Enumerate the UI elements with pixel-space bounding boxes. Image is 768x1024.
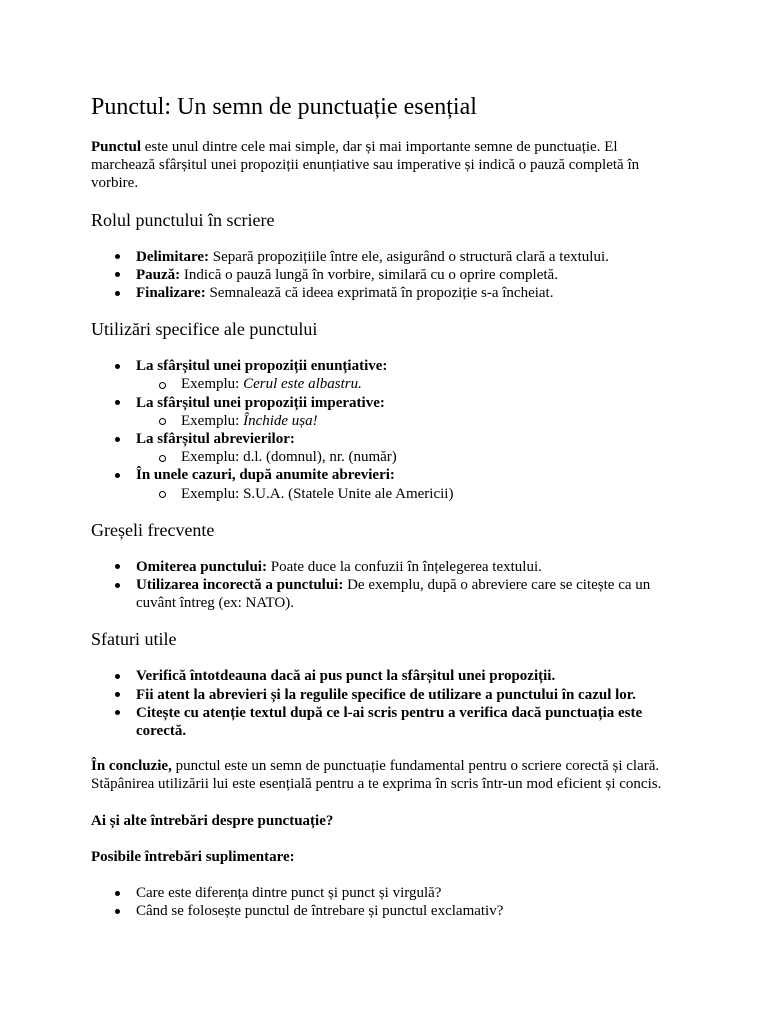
tips-list [91,667,673,740]
example-text: d.l. (domnul), nr. (număr) [243,449,397,466]
example-label: Exemplu: [181,412,240,429]
example-sublist [136,375,673,393]
list-item [136,266,673,284]
example-label: Exemplu: [181,485,240,502]
example-label: Exemplu: [181,376,240,393]
list-item [136,667,673,685]
example-sublist [136,412,673,430]
item-term: Utilizarea incorectă a punctului: [136,577,344,594]
list-item [136,686,673,704]
followup-question: Care este diferența dintre punct și punct și virgulă? [136,885,442,902]
list-item [136,394,673,430]
followup-heading-paragraph [91,848,673,866]
followup-heading: Posibile întrebări suplimentare: [91,848,295,865]
list-item [136,466,673,502]
item-text: Indică o pauză lungă în vorbire, similară cu o oprire completă. [183,266,558,283]
example-item [181,448,673,466]
item-text: Separă propozițiile între ele, asigurând o structură clară a textului. [212,248,609,265]
section-heading-uses: Utilizări specifice ale punctului [91,319,318,340]
item-text: Poate duce la confuzii în înțelegerea textului. [270,558,542,575]
item-term: În unele cazuri, după anumite abrevieri: [136,467,395,484]
tip-text: Verifică întotdeauna dacă ai pus punct la sfârșitul unei propoziții. [136,668,556,685]
example-text: Închide ușa! [243,412,318,429]
intro-text: este unul dintre cele mai simple, dar și mai importante semne de punctuație. El marchează sfârșitul unei propoziții enunțiative sau imperative și indică o pauză completă în vorbire. [91,139,640,192]
item-term: La sfârșitul abrevierilor: [136,431,295,448]
list-item [136,704,673,740]
item-text: Semnalează că ideea exprimată în propoziție s-a încheiat. [209,285,554,302]
example-item [181,485,673,503]
list-item [136,884,673,902]
page-title: Punctul: Un semn de punctuație esențial [91,94,477,120]
example-sublist [136,485,673,503]
example-sublist [136,448,673,466]
item-term: La sfârșitul unei propoziții imperative: [136,394,385,411]
section-heading-mistakes: Greșeli frecvente [91,519,215,540]
example-item [181,412,673,430]
item-text: De exemplu, după o abreviere care se citește ca un cuvânt întreg (ex: NATO). [136,577,651,612]
mistakes-list [91,558,673,613]
tip-text: Citește cu atenție textul după ce l-ai scris pentru a verifica dacă punctuația este corectă. [136,704,643,740]
document-page [91,93,673,920]
example-label: Exemplu: [181,449,240,466]
item-term: Omiterea punctului: [136,558,267,575]
uses-list [91,357,673,503]
example-text: Cerul este albastru. [243,376,362,393]
conclusion-text: punctul este un semn de punctuație fundamental pentru o scriere corectă și clară. Stăpânirea utilizării lui este esențială pentru a te exprima în scris într-un mod eficient și concis. [91,758,662,793]
item-term: Finalizare: [136,285,206,302]
example-item [181,375,673,393]
section-heading-tips: Sfaturi utile [91,629,177,650]
example-text: S.U.A. (Statele Unite ale Americii) [243,485,454,502]
conclusion-paragraph [91,757,673,793]
followup-question: Când se folosește punctul de întrebare și punctul exclamativ? [136,903,504,920]
list-item [136,902,673,920]
list-item [136,576,673,612]
list-item [136,248,673,266]
conclusion-term: În concluzie, [91,758,172,775]
tip-text: Fii atent la abrevieri și la regulile specifice de utilizare a punctului în cazul lor. [136,686,636,703]
intro-term: Punctul [91,139,142,155]
role-list [91,248,673,303]
item-term: La sfârșitul unei propoziții enunțiative: [136,358,388,375]
item-term: Delimitare: [136,248,210,265]
list-item [136,558,673,576]
question-paragraph [91,812,673,830]
list-item [136,430,673,466]
section-heading-role: Rolul punctului în scriere [91,209,275,230]
question-text: Ai și alte întrebări despre punctuație? [91,812,334,829]
intro-paragraph [91,138,673,193]
item-term: Pauză: [136,266,181,283]
followup-list [91,884,673,920]
list-item [136,357,673,393]
list-item [136,284,673,302]
